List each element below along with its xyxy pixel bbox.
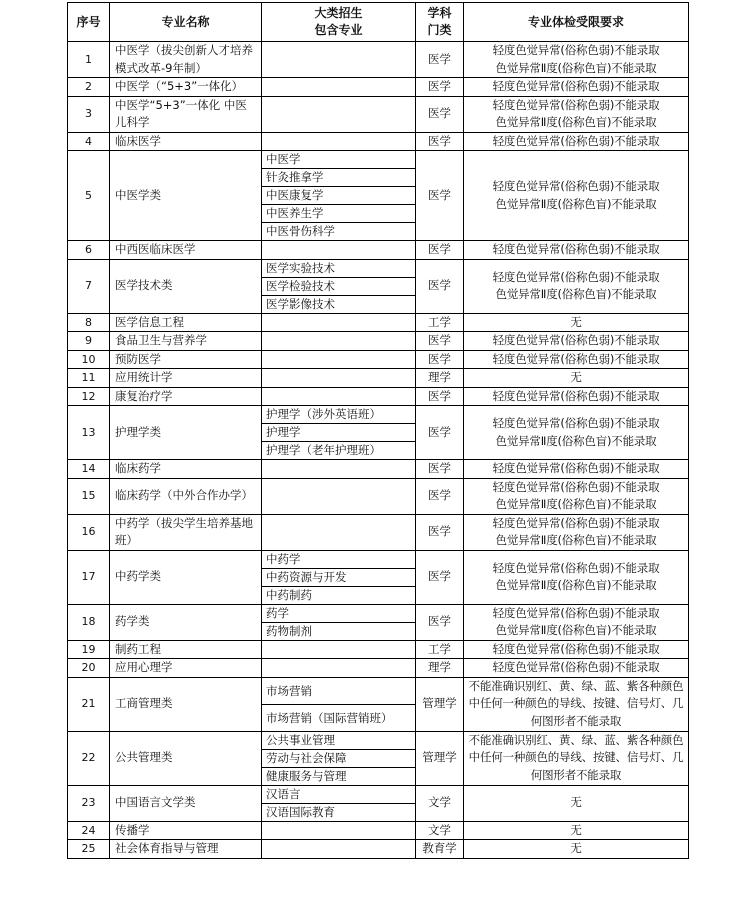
admission-requirements-sheet (67, 2, 688, 859)
major-name: 临床药学 (110, 460, 262, 479)
sub-major-item: 中医康复学 (262, 187, 415, 205)
row-number: 8 (68, 313, 110, 332)
discipline-category: 医学 (416, 478, 464, 514)
table-row (68, 369, 689, 388)
row-number: 17 (68, 550, 110, 604)
row-number: 12 (68, 387, 110, 406)
row-number: 5 (68, 151, 110, 241)
major-name: 食品卫生与营养学 (110, 332, 262, 351)
health-requirement: 轻度色觉异常(俗称色弱)不能录取 (464, 659, 689, 678)
health-requirement: 无 (464, 840, 689, 859)
major-name: 中医学类 (110, 151, 262, 241)
major-name: 护理学类 (110, 406, 262, 460)
major-name: 社会体育指导与管理 (110, 840, 262, 859)
health-requirement: 轻度色觉异常(俗称色弱)不能录取 色觉异常Ⅱ度(俗称色盲)不能录取 (464, 514, 689, 550)
table-row (68, 241, 689, 260)
row-number: 4 (68, 132, 110, 151)
sub-major-list (262, 406, 415, 459)
table-row (68, 350, 689, 369)
major-name: 传播学 (110, 821, 262, 840)
row-number: 19 (68, 640, 110, 659)
health-requirement: 轻度色觉异常(俗称色弱)不能录取 色觉异常Ⅱ度(俗称色盲)不能录取 (464, 42, 689, 78)
health-requirement: 轻度色觉异常(俗称色弱)不能录取 (464, 132, 689, 151)
row-number: 15 (68, 478, 110, 514)
sub-major-item: 中医养生学 (262, 205, 415, 223)
sub-majors-cell (262, 677, 416, 731)
row-number: 23 (68, 785, 110, 821)
sub-major-list (262, 151, 415, 240)
sub-majors-cell (262, 42, 416, 78)
sub-majors-cell (262, 96, 416, 132)
major-name: 应用统计学 (110, 369, 262, 388)
major-name: 医学信息工程 (110, 313, 262, 332)
sub-majors-cell (262, 478, 416, 514)
row-number: 16 (68, 514, 110, 550)
discipline-category: 医学 (416, 514, 464, 550)
health-requirement: 无 (464, 785, 689, 821)
discipline-category: 医学 (416, 78, 464, 97)
discipline-category: 理学 (416, 659, 464, 678)
sub-major-item: 护理学（老年护理班） (266, 443, 381, 457)
sub-major-item: 中药制药 (266, 587, 312, 602)
health-requirement: 轻度色觉异常(俗称色弱)不能录取 (464, 387, 689, 406)
health-requirement: 不能准确识别红、黄、绿、蓝、紫各种颜色中任何一种颜色的导线、按键、信号灯、几何图形者不能录取 (464, 677, 689, 731)
sub-majors-cell (262, 369, 416, 388)
table-header-row (68, 3, 689, 42)
major-name: 药学类 (110, 604, 262, 640)
major-name: 中西医临床医学 (110, 241, 262, 260)
major-name: 医学技术类 (110, 259, 262, 313)
major-name: 中国语言文学类 (110, 785, 262, 821)
row-number: 10 (68, 350, 110, 369)
discipline-category: 医学 (416, 241, 464, 260)
sub-major-item: 汉语国际教育 (266, 804, 335, 819)
major-name: 中药学类 (110, 550, 262, 604)
row-number: 14 (68, 460, 110, 479)
discipline-category: 工学 (416, 313, 464, 332)
row-number: 11 (68, 369, 110, 388)
row-number: 22 (68, 731, 110, 785)
sub-majors-cell (262, 406, 416, 460)
row-number: 18 (68, 604, 110, 640)
sub-majors-cell (262, 640, 416, 659)
row-number: 1 (68, 42, 110, 78)
sub-major-item: 医学影像技术 (266, 296, 335, 311)
sub-majors-cell (262, 350, 416, 369)
health-requirement: 轻度色觉异常(俗称色弱)不能录取 色觉异常Ⅱ度(俗称色盲)不能录取 (464, 604, 689, 640)
discipline-category: 医学 (416, 550, 464, 604)
sub-major-item: 中药学 (262, 551, 415, 569)
sub-major-item: 医学检验技术 (262, 278, 415, 296)
sub-major-list (262, 551, 415, 604)
sub-major-item: 劳动与社会保障 (262, 750, 415, 768)
sub-majors-cell (262, 731, 416, 785)
row-number: 2 (68, 78, 110, 97)
discipline-category: 工学 (416, 640, 464, 659)
row-number: 7 (68, 259, 110, 313)
sub-majors-cell (262, 259, 416, 313)
sub-majors-cell (262, 78, 416, 97)
sub-major-list (262, 732, 415, 785)
sub-major-list (262, 786, 415, 821)
major-name: 临床药学（中外合作办学） (110, 478, 262, 514)
discipline-category: 文学 (416, 785, 464, 821)
row-number: 24 (68, 821, 110, 840)
health-requirement: 无 (464, 313, 689, 332)
discipline-category: 医学 (416, 406, 464, 460)
table-row (68, 259, 689, 313)
sub-major-item: 健康服务与管理 (266, 768, 347, 783)
health-requirement: 轻度色觉异常(俗称色弱)不能录取 (464, 640, 689, 659)
sub-majors-cell (262, 313, 416, 332)
sub-majors-cell (262, 604, 416, 640)
requirements-table (67, 2, 689, 859)
sub-major-list (262, 605, 415, 640)
health-requirement: 轻度色觉异常(俗称色弱)不能录取 色觉异常Ⅱ度(俗称色盲)不能录取 (464, 478, 689, 514)
discipline-category: 教育学 (416, 840, 464, 859)
health-requirement: 轻度色觉异常(俗称色弱)不能录取 (464, 460, 689, 479)
table-row (68, 313, 689, 332)
table-row (68, 151, 689, 241)
health-requirement: 轻度色觉异常(俗称色弱)不能录取 (464, 78, 689, 97)
table-row (68, 96, 689, 132)
row-number: 13 (68, 406, 110, 460)
major-name: 预防医学 (110, 350, 262, 369)
health-requirement: 轻度色觉异常(俗称色弱)不能录取 色觉异常Ⅱ度(俗称色盲)不能录取 (464, 151, 689, 241)
row-number: 6 (68, 241, 110, 260)
table-row (68, 78, 689, 97)
sub-major-list (262, 260, 415, 313)
major-name: 中医学（“5+3”一体化） (110, 78, 262, 97)
discipline-category: 医学 (416, 132, 464, 151)
health-requirement: 不能准确识别红、黄、绿、蓝、紫各种颜色中任何一种颜色的导线、按键、信号灯、几何图形者不能录取 (464, 731, 689, 785)
sub-majors-cell (262, 514, 416, 550)
major-name: 公共管理类 (110, 731, 262, 785)
health-requirement: 轻度色觉异常(俗称色弱)不能录取 (464, 332, 689, 351)
discipline-category: 医学 (416, 350, 464, 369)
row-number: 21 (68, 677, 110, 731)
sub-majors-cell (262, 132, 416, 151)
table-row (68, 604, 689, 640)
sub-major-item: 市场营销 (262, 678, 415, 705)
discipline-category: 医学 (416, 259, 464, 313)
sub-major-item: 汉语言 (262, 786, 415, 804)
table-row (68, 840, 689, 859)
sub-majors-cell (262, 460, 416, 479)
sub-majors-cell (262, 785, 416, 821)
table-row (68, 460, 689, 479)
major-name: 中医学（拔尖创新人才培养模式改革-9年制） (110, 42, 262, 78)
table-row (68, 677, 689, 731)
row-number: 20 (68, 659, 110, 678)
discipline-category: 管理学 (416, 731, 464, 785)
table-row (68, 42, 689, 78)
sub-major-item: 医学实验技术 (262, 260, 415, 278)
header-requirement: 专业体检受限要求 (464, 3, 689, 42)
health-requirement: 轻度色觉异常(俗称色弱)不能录取 色觉异常Ⅱ度(俗称色盲)不能录取 (464, 259, 689, 313)
health-requirement: 轻度色觉异常(俗称色弱)不能录取 色觉异常Ⅱ度(俗称色盲)不能录取 (464, 550, 689, 604)
sub-majors-cell (262, 821, 416, 840)
sub-major-item: 中药资源与开发 (262, 569, 415, 587)
sub-major-item: 护理学（涉外英语班） (262, 406, 415, 424)
row-number: 25 (68, 840, 110, 859)
major-name: 中药学（拔尖学生培养基地班） (110, 514, 262, 550)
major-name: 工商管理类 (110, 677, 262, 731)
sub-major-item: 药物制剂 (266, 623, 312, 638)
sub-major-item: 药学 (262, 605, 415, 623)
sub-major-item: 护理学 (262, 424, 415, 442)
row-number: 9 (68, 332, 110, 351)
header-category: 学科 门类 (416, 3, 464, 42)
table-row (68, 478, 689, 514)
health-requirement: 轻度色觉异常(俗称色弱)不能录取 (464, 350, 689, 369)
table-row (68, 550, 689, 604)
sub-major-list (262, 678, 415, 731)
major-name: 康复治疗学 (110, 387, 262, 406)
sub-majors-cell (262, 550, 416, 604)
sub-majors-cell (262, 840, 416, 859)
sub-major-item: 针灸推拿学 (262, 169, 415, 187)
health-requirement: 轻度色觉异常(俗称色弱)不能录取 (464, 241, 689, 260)
table-row (68, 132, 689, 151)
table-row (68, 731, 689, 785)
discipline-category: 医学 (416, 604, 464, 640)
table-row (68, 514, 689, 550)
discipline-category: 文学 (416, 821, 464, 840)
table-row (68, 332, 689, 351)
major-name: 中医学“5+3”一体化 中医儿科学 (110, 96, 262, 132)
row-number: 3 (68, 96, 110, 132)
sub-majors-cell (262, 659, 416, 678)
discipline-category: 理学 (416, 369, 464, 388)
discipline-category: 医学 (416, 151, 464, 241)
table-row (68, 640, 689, 659)
sub-majors-cell (262, 387, 416, 406)
table-row (68, 406, 689, 460)
major-name: 应用心理学 (110, 659, 262, 678)
discipline-category: 医学 (416, 42, 464, 78)
health-requirement: 轻度色觉异常(俗称色弱)不能录取 色觉异常Ⅱ度(俗称色盲)不能录取 (464, 96, 689, 132)
sub-majors-cell (262, 332, 416, 351)
sub-major-item: 市场营销（国际营销班） (266, 710, 393, 725)
health-requirement: 轻度色觉异常(俗称色弱)不能录取 色觉异常Ⅱ度(俗称色盲)不能录取 (464, 406, 689, 460)
health-requirement: 无 (464, 821, 689, 840)
health-requirement: 无 (464, 369, 689, 388)
table-body (68, 42, 689, 859)
discipline-category: 医学 (416, 96, 464, 132)
header-no: 序号 (68, 3, 110, 42)
sub-major-item: 中医学 (262, 151, 415, 169)
sub-major-item: 中医骨伤科学 (266, 224, 335, 238)
sub-majors-cell (262, 151, 416, 241)
major-name: 临床医学 (110, 132, 262, 151)
discipline-category: 医学 (416, 332, 464, 351)
header-sub-majors: 大类招生 包含专业 (262, 3, 416, 42)
header-major-name: 专业名称 (110, 3, 262, 42)
discipline-category: 医学 (416, 387, 464, 406)
discipline-category: 管理学 (416, 677, 464, 731)
sub-major-item: 公共事业管理 (262, 732, 415, 750)
table-row (68, 821, 689, 840)
table-row (68, 659, 689, 678)
table-row (68, 387, 689, 406)
discipline-category: 医学 (416, 460, 464, 479)
table-row (68, 785, 689, 821)
sub-majors-cell (262, 241, 416, 260)
major-name: 制药工程 (110, 640, 262, 659)
